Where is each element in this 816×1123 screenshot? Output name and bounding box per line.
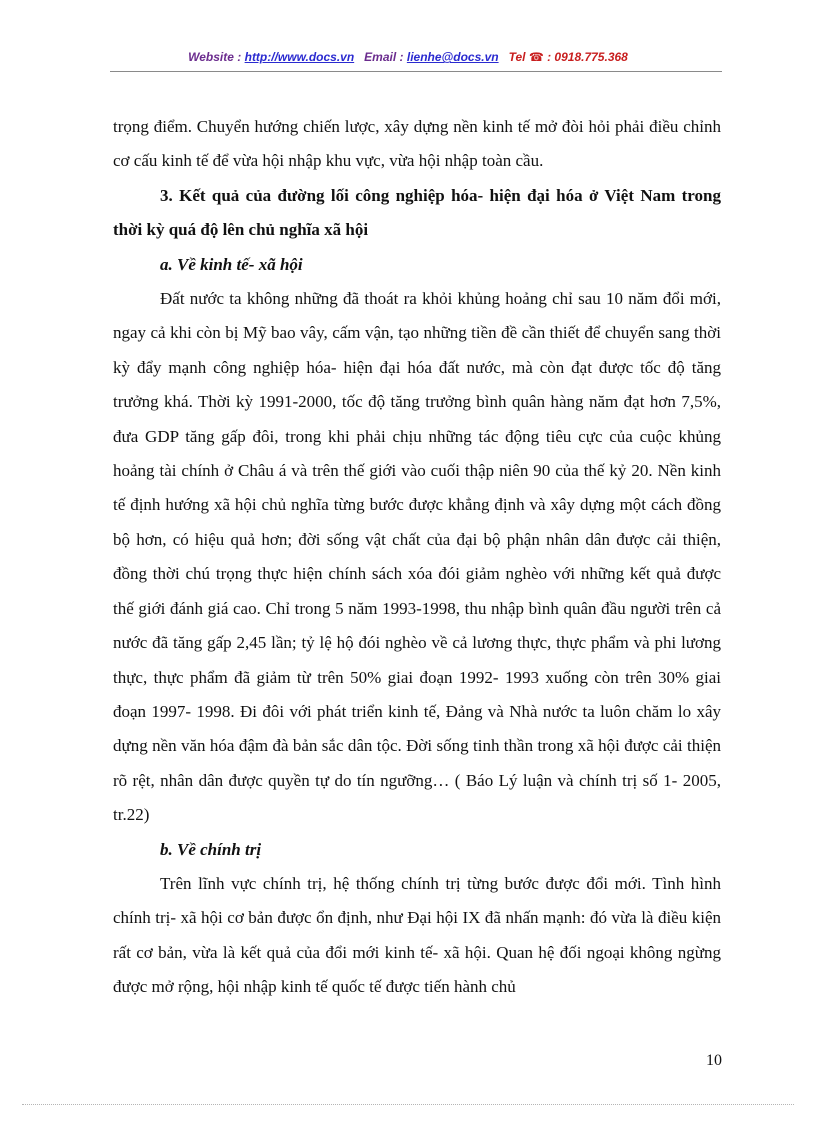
- paragraph-economy-society: Đất nước ta không những đã thoát ra khỏi khủng hoảng chỉ sau 10 năm đổi mới, ngay cả khi còn bị Mỹ bao vây, cấm vận, tạo những tiền đề cần thiết để chuyển sang thời kỳ đẩy mạnh công nghiệp hóa- hiện đại hóa đất nước, mà còn đạt được tốc độ tăng trưởng khá. Thời kỳ 1991-2000, tốc độ tăng trưởng bình quân hàng năm đạt hơn 7,5%, đưa GDP tăng gấp đôi, trong khi phải chịu những tác động tiêu cực của cuộc khủng hoảng tài chính ở Châu á và trên thế giới vào cuối thập niên 90 của thế kỷ 20. Nền kinh tế định hướng xã hội chủ nghĩa từng bước được khẳng định và xây dựng một cách đồng bộ hơn, có hiệu quả hơn; đời sống vật chất của đại bộ phận nhân dân được cải thiện, đồng thời chú trọng thực hiện chính sách xóa đói giảm nghèo với những kết quả được thế giới đánh giá cao. Chỉ trong 5 năm 1993-1998, thu nhập bình quân đầu người trên cả nước đã tăng gấp 2,45 lần; tỷ lệ hộ đói nghèo về cả lương thực, thực phẩm và phi lương thực, thực phẩm đã giảm từ trên 50% giai đoạn 1992- 1993 xuống còn trên 30% giai đoạn 1997- 1998. Đi đôi với phát triển kinh tế, Đảng và Nhà nước ta luôn chăm lo xây dựng nền văn hóa đậm đà bản sắc dân tộc. Đời sống tinh thần trong xã hội được cải thiện rõ rệt, nhân dân được quyền tự do tín ngưỡng… ( Báo Lý luận và chính trị số 1- 2005, tr.22): [113, 289, 721, 825]
- subheading-politics: b. Về chính trị: [160, 839, 262, 859]
- website-label: Website :: [188, 50, 245, 64]
- paragraph-politics: Trên lĩnh vực chính trị, hệ thống chính trị từng bước được đổi mới. Tình hình chính trị- xã hội cơ bản được ổn định, như Đại hội IX đã nhấn mạnh: đó vừa là điều kiện rất cơ bản, vừa là kết quả của đổi mới kinh tế- xã hội. Quan hệ đối ngoại không ngừng được mở rộng, hội nhập kinh tế quốc tế được tiến hành chủ: [113, 873, 721, 997]
- telephone: Tel ☎ : 0918.775.368: [508, 50, 628, 64]
- section-heading: 3. Kết quả của đường lối công nghiệp hóa- hiện đại hóa ở Việt Nam trong thời kỳ quá độ lên chủ nghĩa xã hội: [113, 185, 721, 240]
- subheading-economy-society: a. Về kinh tế- xã hội: [160, 254, 303, 274]
- email-label: Email :: [364, 50, 407, 64]
- paragraph-continuation: trọng điểm. Chuyển hướng chiến lược, xây dựng nền kinh tế mở đòi hỏi phải điều chỉnh cơ cấu kinh tế để vừa hội nhập khu vực, vừa hội nhập toàn cầu.: [113, 117, 721, 171]
- website-link[interactable]: http://www.docs.vn: [244, 50, 355, 64]
- page-header: [0, 50, 816, 64]
- header-divider: [110, 71, 722, 72]
- page-bottom-border: [22, 1104, 794, 1105]
- document-body: [113, 110, 721, 1005]
- page-number: 10: [706, 1052, 722, 1069]
- email-link[interactable]: lienhe@docs.vn: [406, 50, 499, 64]
